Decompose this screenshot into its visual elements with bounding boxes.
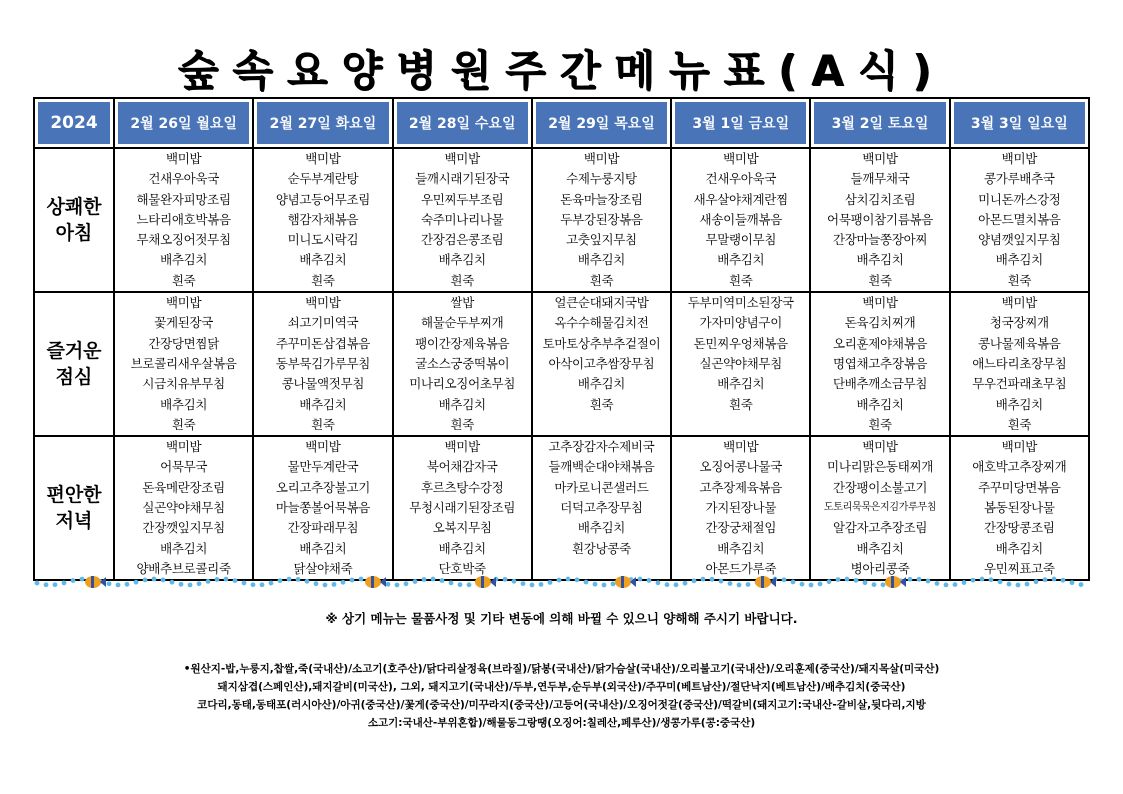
menu-item: 배추김치 (299, 252, 347, 268)
header-row (34, 98, 1089, 148)
menu-item: 백미밥 (1001, 439, 1037, 455)
menu-item: 간장깻잎지무침 (142, 520, 225, 536)
bubble-icon (35, 581, 40, 586)
bubble-icon (971, 578, 976, 583)
bubble-icon (989, 577, 994, 582)
menu-item: 들깨시래기된장국 (415, 171, 510, 187)
bubble-icon (512, 579, 517, 584)
fish-icon (85, 576, 106, 588)
bubble-icon (395, 583, 400, 588)
bubble-icon (260, 582, 265, 587)
menu-item: 배추김치 (717, 252, 765, 268)
bubble-icon (638, 577, 643, 582)
bubble-icon (1052, 577, 1057, 582)
menu-item: 백미밥 (305, 439, 341, 455)
menu-cell (532, 292, 671, 436)
menu-item: 흰죽 (589, 272, 614, 288)
bubble-icon (431, 577, 436, 582)
menu-item: 마카로니콘샐러드 (554, 479, 649, 495)
menu-item: 어묵무국 (160, 459, 208, 475)
menu-item: 배추김치 (856, 252, 904, 268)
menu-item: 주꾸미돈삼겹볶음 (275, 335, 371, 351)
menu-item: 더덕고추장무침 (560, 500, 643, 516)
menu-cell (671, 292, 810, 436)
fish-icon (365, 576, 386, 588)
menu-item: 애느타리초장무침 (972, 355, 1067, 371)
menu-item: 돈민찌우엉채볶음 (693, 335, 788, 351)
menu-item: 실곤약야채무침 (142, 500, 225, 516)
menu-item: 건새우아욱국 (705, 171, 777, 187)
bubble-icon (845, 577, 850, 582)
menu-item: 백미밥 (723, 151, 759, 166)
bubble-icon (647, 578, 652, 583)
bubble-icon (611, 581, 616, 586)
menu-item: 주꾸미당면볶음 (978, 479, 1061, 495)
bubble-icon (161, 578, 166, 583)
menu-item: 가자미양념구이 (699, 315, 782, 331)
bubble-icon (728, 581, 733, 586)
bubble-icon (179, 582, 184, 587)
bubble-icon (953, 582, 958, 587)
menu-item: 삼치김치조림 (844, 191, 916, 207)
bubble-icon (791, 580, 796, 585)
menu-item: 느타리애호박볶음 (136, 211, 231, 227)
menu-item: 백미밥 (444, 151, 480, 166)
meal-label: 즐거운 점심 (34, 292, 114, 436)
bubble-icon (1043, 577, 1048, 582)
day-header: 2월 27일 화요일 (253, 98, 392, 148)
menu-item: 시금치유부무침 (142, 376, 225, 392)
weekly-menu-table (33, 97, 1090, 581)
menu-item: 병아리콩죽 (850, 560, 910, 576)
bubble-icon (440, 578, 445, 583)
menu-item: 도토리묵묵은지김가루무침 (823, 502, 937, 514)
bubble-icon (305, 579, 310, 584)
bubble-icon (818, 582, 823, 587)
day-header: 2월 26일 월요일 (114, 98, 253, 148)
bubble-icon (62, 581, 67, 586)
menu-item: 두부강된장볶음 (560, 211, 643, 227)
bubble-icon (710, 577, 715, 582)
bubble-icon (503, 577, 508, 582)
menu-item: 후르츠탕수강정 (420, 479, 504, 495)
bubble-icon (143, 578, 148, 583)
menu-item: 숙주미나리나물 (420, 211, 504, 227)
bubble-icon (998, 579, 1003, 584)
menu-item: 배추김치 (995, 540, 1043, 556)
bubble-icon (413, 579, 418, 584)
menu-item: 햄감자채볶음 (287, 211, 359, 227)
menu-item: 아삭이고추쌈장무침 (548, 355, 655, 371)
menu-item: 미니도시락김 (287, 232, 359, 248)
menu-item: 굴소스궁중떡볶이 (415, 355, 510, 371)
bubble-icon (872, 582, 877, 587)
origin-line: 코다리,동태,동태포(러시아산)/아귀(중국산)/꽃게(중국산)/미꾸라지(중국산)/고등어(국내산)/오징어젓갈(중국산)/떡갈비(돼지고기:국내산-갈비살,뒷다리,지방 (197, 699, 926, 711)
notice-text: ※ 상기 메뉴는 물품사정 및 기타 변동에 의해 바뀔 수 있으니 양해해 주시기 바랍니다. (325, 611, 798, 626)
menu-item: 흰죽 (311, 272, 335, 288)
bubble-icon (287, 577, 292, 582)
menu-item: 백미밥 (305, 295, 341, 311)
year-header: 2024 (34, 98, 114, 148)
menu-item: 수제누룽지탕 (566, 171, 637, 187)
day-header: 3월 1일 금요일 (671, 98, 810, 148)
menu-item: 배추김치 (717, 540, 765, 556)
bubble-icon (719, 579, 724, 584)
menu-item: 마늘쫑볼어묵볶음 (275, 500, 371, 516)
menu-item: 우민찌표고죽 (984, 560, 1055, 576)
menu-cell (950, 292, 1089, 436)
bubble-icon (71, 578, 76, 583)
meal-label: 편안한 저녁 (34, 436, 114, 580)
origin-line: 돼지삼겹(스페인산),돼지갈비(미국산), 그외, 돼지고기(국내산)/두부,연두부,순두부(외국산)/주꾸미(베트남산)/절단낙지(베트남산)/배추김치(중국산) (217, 681, 906, 693)
menu-cell (114, 148, 253, 292)
bubble-icon (827, 579, 832, 584)
menu-item: 봄동된장나물 (984, 500, 1055, 516)
menu-item: 간장팽이소불고기 (832, 479, 928, 495)
menu-item: 간장궁채절임 (705, 520, 777, 536)
bubble-icon (521, 581, 526, 586)
fish-icon (755, 576, 776, 588)
menu-cell (810, 148, 949, 292)
bubble-icon (593, 582, 598, 587)
meal-row (34, 148, 1089, 292)
bubble-icon (170, 580, 175, 585)
menu-item: 토마토상추부추겉절이 (542, 335, 661, 351)
menu-item: 간장땅콩조림 (984, 520, 1055, 536)
menu-cell (114, 292, 253, 436)
bubble-icon (341, 580, 346, 585)
menu-item: 오복지무침 (432, 520, 492, 536)
menu-item: 들깨무채국 (850, 171, 910, 187)
menu-item: 간장파래무침 (287, 520, 359, 536)
menu-item: 콩나물제육볶음 (978, 335, 1061, 351)
meal-label: 상쾌한 아침 (34, 148, 114, 292)
menu-item: 아몬드가루죽 (705, 560, 777, 576)
menu-cell (810, 292, 949, 436)
menu-item: 순두부계란탕 (287, 171, 359, 187)
bubble-icon (602, 583, 607, 588)
menu-item: 배추김치 (577, 252, 626, 268)
bubble-icon (233, 578, 238, 583)
menu-item: 고춧잎지무침 (566, 232, 637, 248)
bubble-icon (917, 577, 922, 582)
menu-item: 물만두계란국 (287, 459, 359, 475)
bubble-icon (53, 582, 58, 587)
bubble-icon (215, 577, 220, 582)
menu-item: 무청시래기된장조림 (409, 500, 516, 516)
bubble-icon (962, 580, 967, 585)
bubble-icon (242, 581, 247, 586)
menu-item: 백미밥 (305, 151, 341, 166)
menu-item: 돈육김치찌개 (844, 315, 916, 331)
bubble-icon (458, 582, 463, 587)
menu-item: 흰죽 (728, 396, 753, 412)
menu-item: 돈육마늘장조림 (560, 191, 643, 207)
menu-item: 배추김치 (856, 396, 904, 412)
menu-item: 백미밥 (862, 151, 898, 166)
menu-item: 실곤약야채무침 (699, 355, 782, 371)
menu-item: 가지된장나물 (705, 500, 777, 516)
bubble-icon (332, 582, 337, 587)
menu-item: 고추장감자수제비국 (548, 439, 655, 455)
menu-item: 오리고추장불고기 (275, 479, 371, 495)
bubble-icon (1079, 582, 1084, 587)
menu-item: 닭살야채죽 (293, 560, 353, 576)
bubble-icon (656, 580, 661, 585)
menu-cell (950, 148, 1089, 292)
day-header: 2월 28일 수요일 (393, 98, 532, 148)
bubble-icon (107, 581, 112, 586)
bubble-icon (1061, 578, 1066, 583)
day-header: 3월 2일 토요일 (810, 98, 949, 148)
menu-item: 쌀밥 (450, 295, 474, 311)
menu-item: 옥수수해물김치전 (554, 315, 649, 331)
menu-item: 간장검은콩조림 (420, 232, 504, 248)
bubble-icon (557, 578, 562, 583)
page-title: 숲속요양병원주간메뉴표(A식) (177, 46, 946, 95)
menu-item: 미니돈까스강정 (978, 191, 1061, 207)
menu-item: 흰죽 (311, 416, 335, 432)
menu-item: 꽃게된장국 (154, 315, 214, 331)
bubble-icon (692, 578, 697, 583)
menu-item: 배추김치 (438, 540, 486, 556)
bubble-icon (188, 583, 193, 588)
menu-item: 고추장제육볶음 (699, 479, 782, 495)
menu-item: 아몬드멸치볶음 (978, 211, 1061, 227)
menu-item: 양념고등어무조림 (275, 191, 371, 207)
bubble-icon (809, 583, 814, 588)
bubble-icon (206, 579, 211, 584)
menu-item: 백미밥 (862, 439, 898, 455)
menu-item: 배추김치 (856, 540, 904, 556)
menu-item: 얼큰순대돼지국밥 (554, 295, 649, 311)
menu-item: 해물순두부찌개 (420, 315, 504, 331)
meal-row (34, 436, 1089, 580)
bubble-icon (854, 578, 859, 583)
menu-item: 배추김치 (160, 540, 208, 556)
menu-item: 양념깻잎지무침 (978, 232, 1061, 248)
menu-item: 백미밥 (444, 439, 480, 455)
menu-item: 양배추브로콜리죽 (136, 560, 231, 576)
menu-item: 들깨백순대야채볶음 (548, 459, 655, 475)
fish-icon (885, 576, 906, 588)
bubble-icon (944, 583, 949, 588)
bubble-icon (863, 580, 868, 585)
menu-cell (253, 436, 392, 580)
menu-item: 백미밥 (1001, 295, 1037, 311)
bubble-icon (539, 582, 544, 587)
menu-item: 배추김치 (160, 396, 208, 412)
menu-item: 콩가루배추국 (984, 171, 1055, 187)
menu-item: 백미밥 (165, 439, 202, 455)
bubble-icon (224, 577, 229, 582)
bubble-icon (386, 582, 391, 587)
menu-cell (253, 292, 392, 436)
bubble-icon (530, 583, 535, 588)
bubble-icon (674, 582, 679, 587)
menu-item: 간장당면찜닭 (148, 335, 219, 351)
bubble-icon (350, 578, 355, 583)
menu-item: 쇠고기미역국 (287, 315, 359, 331)
menu-item: 흰죽 (1007, 272, 1032, 288)
bubble-icon (683, 581, 688, 586)
menu-cell (393, 292, 532, 436)
menu-item: 흰죽 (728, 272, 753, 288)
bubble-icon (116, 583, 121, 588)
bubble-icon (1007, 582, 1012, 587)
bubble-icon (152, 577, 157, 582)
menu-item: 배추김치 (299, 540, 347, 556)
menu-cell (671, 148, 810, 292)
menu-item: 배추김치 (438, 396, 486, 412)
menu-item: 흰죽 (868, 416, 892, 432)
menu-item: 두부미역미소된장국 (687, 295, 794, 311)
menu-item: 청국장찌개 (989, 315, 1049, 331)
bubble-icon (575, 577, 580, 582)
menu-item: 명엽채고추장볶음 (832, 355, 928, 371)
bubble-icon (737, 583, 742, 588)
origin-line: 소고기:국내산-부위혼합)/해물동그랑땡(오징어:칠레산,페루산)/생콩가루(콩:중국산) (367, 717, 756, 729)
menu-item: 백미밥 (165, 151, 202, 166)
menu-item: 오징어콩나물국 (699, 459, 782, 475)
bubble-icon (269, 581, 274, 586)
menu-item: 어묵팽이참기름볶음 (827, 211, 934, 227)
menu-item: 미나리오징어초무침 (409, 376, 516, 392)
bubble-icon (125, 582, 130, 587)
menu-item: 백미밥 (1001, 151, 1037, 166)
bubble-icon (134, 580, 139, 585)
fish-icon (475, 576, 496, 588)
menu-item: 돈육메란장조림 (142, 479, 225, 495)
bubble-icon (548, 580, 553, 585)
bubble-icon (908, 577, 913, 582)
origin-line: •원산지-밥,누룽지,찹쌀,죽(국내산)/소고기(호주산)/닭다리살정육(브라질)/닭봉(국내산)/닭가슴살(국내산)/오리불고기(국내산)/오리훈제(중국산)/돼지목살(미국산) (183, 663, 940, 675)
menu-item: 배추김치 (299, 396, 347, 412)
day-header: 3월 3일 일요일 (950, 98, 1089, 148)
menu-item: 흰죽 (171, 272, 196, 288)
bubble-icon (404, 581, 409, 586)
menu-cell (114, 436, 253, 580)
menu-cell (532, 436, 671, 580)
menu-item: 백미밥 (723, 439, 759, 455)
bubble-icon (1016, 583, 1021, 588)
bubble-icon (314, 581, 319, 586)
menu-item: 무채오징어젓무침 (136, 232, 231, 248)
menu-item: 새우살야채계란찜 (693, 191, 788, 207)
bubble-icon (584, 580, 589, 585)
bubble-icon (80, 577, 85, 582)
menu-item: 배추김치 (160, 252, 208, 268)
menu-item: 알감자고추장조림 (832, 520, 928, 536)
bubble-icon (359, 577, 364, 582)
menu-item: 배추김치 (438, 252, 486, 268)
menu-item: 흰죽 (450, 272, 474, 288)
menu-item: 새송이들깨볶음 (699, 211, 782, 227)
menu-item: 콩나물액젓무침 (281, 376, 365, 392)
bubble-icon (800, 582, 805, 587)
menu-item: 흰죽 (589, 396, 614, 412)
bubble-icon (467, 582, 472, 587)
bubble-icon (980, 577, 985, 582)
bubble-icon (665, 582, 670, 587)
menu-cell (253, 148, 392, 292)
bubble-icon (935, 581, 940, 586)
bubble-icon (881, 582, 886, 587)
menu-cell (810, 436, 949, 580)
bubble-icon (296, 577, 301, 582)
menu-item: 우민찌두부조림 (420, 191, 504, 207)
menu-item: 해물완자피망조림 (136, 191, 231, 207)
bubble-icon (836, 577, 841, 582)
bubble-icon (926, 579, 931, 584)
menu-cell (393, 436, 532, 580)
menu-item: 배추김치 (577, 376, 626, 392)
menu-cell (950, 436, 1089, 580)
bubble-icon (251, 582, 256, 587)
menu-item: 건새우아욱국 (148, 171, 219, 187)
bubble-border-decoration (33, 572, 1090, 592)
bubble-icon (323, 583, 328, 588)
menu-item: 북어채감자국 (426, 459, 498, 475)
menu-item: 무우건파래초무침 (972, 376, 1067, 392)
menu-item: 간장마늘쫑장아찌 (832, 232, 928, 248)
menu-cell (671, 436, 810, 580)
meal-row (34, 292, 1089, 436)
menu-item: 흰강낭콩죽 (572, 540, 631, 556)
menu-item: 흰죽 (868, 272, 892, 288)
bubble-icon (1025, 582, 1030, 587)
origin-info (40, 660, 1083, 732)
bubble-icon (746, 582, 751, 587)
menu-item: 애호박고추장찌개 (972, 459, 1067, 475)
menu-item: 브로콜리새우살볶음 (130, 355, 237, 371)
menu-item: 배추김치 (995, 396, 1043, 412)
day-header: 2월 29일 목요일 (532, 98, 671, 148)
menu-item: 팽이간장제육볶음 (415, 335, 510, 351)
menu-item: 흰죽 (450, 416, 474, 432)
bubble-icon (1070, 580, 1075, 585)
bubble-icon (44, 582, 49, 587)
bubble-icon (566, 577, 571, 582)
bubble-icon (422, 577, 427, 582)
menu-item: 미나리맑은동태찌개 (827, 459, 934, 475)
menu-item: 동부묵김가루무침 (275, 355, 371, 371)
menu-item: 백미밥 (583, 151, 620, 166)
bubble-icon (278, 578, 283, 583)
menu-item: 단배추깨소금무침 (832, 376, 928, 392)
bubble-icon (197, 581, 202, 586)
menu-item: 배추김치 (995, 252, 1043, 268)
menu-item: 흰죽 (171, 416, 196, 432)
menu-cell (532, 148, 671, 292)
bubble-icon (701, 577, 706, 582)
menu-item: 흰죽 (1007, 416, 1032, 432)
menu-item: 배추김치 (717, 376, 765, 392)
bubble-icon (782, 577, 787, 582)
bubble-icon (1034, 579, 1039, 584)
menu-item: 무말랭이무침 (705, 232, 777, 248)
menu-item: 백미밥 (165, 295, 202, 311)
menu-item: 단호박죽 (438, 560, 486, 576)
menu-item: 백미밥 (862, 295, 898, 311)
fish-icon (615, 576, 636, 588)
menu-item: 오리훈제야채볶음 (832, 335, 928, 351)
menu-cell (393, 148, 532, 292)
bubble-icon (449, 580, 454, 585)
menu-item: 배추김치 (577, 520, 626, 536)
